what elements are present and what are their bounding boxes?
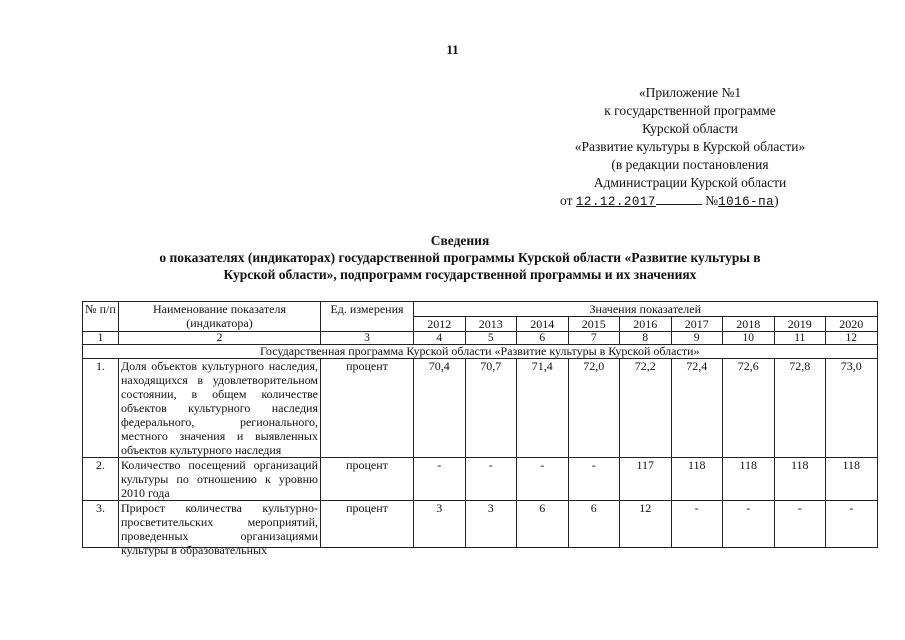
row-name-text: Прирост количества культурно-просветительских мероприятий, проведенных организациями культуры в образовательных	[121, 501, 318, 557]
column-number: 12	[826, 332, 878, 345]
row-value: 72,4	[671, 359, 723, 458]
year-header: 2015	[568, 317, 620, 332]
column-number: 10	[723, 332, 775, 345]
table-row	[83, 359, 878, 458]
number-prefix: №	[705, 193, 719, 208]
header-num: № п/п	[83, 302, 119, 332]
row-value: 118	[723, 458, 775, 501]
title-line: о показателях (индикаторах) государственной программы Курской области «Развитие культуры в	[159, 250, 761, 265]
column-number: 8	[620, 332, 672, 345]
appendix-line: (в редакции постановления	[611, 157, 769, 172]
appendix-date-line	[540, 192, 840, 211]
column-number: 3	[321, 332, 414, 345]
year-header: 2018	[723, 317, 775, 332]
column-number: 1	[83, 332, 119, 345]
row-value: -	[826, 501, 878, 548]
column-number: 2	[119, 332, 321, 345]
row-value: 3	[414, 501, 466, 548]
appendix-line: Администрации Курской области	[593, 175, 787, 190]
row-value: -	[723, 501, 775, 548]
column-number: 9	[671, 332, 723, 345]
row-unit: процент	[321, 458, 414, 501]
row-value: -	[568, 458, 620, 501]
year-header: 2020	[826, 317, 878, 332]
title-line: Сведения	[430, 233, 490, 248]
resolution-number: 1016-па	[718, 195, 775, 209]
appendix-line: «Развитие культуры в Курской области»	[574, 139, 806, 154]
row-value: 70,7	[465, 359, 517, 458]
header-unit: Ед. измерения	[321, 302, 414, 332]
row-value: 117	[620, 458, 672, 501]
resolution-date: 12.12.2017	[575, 195, 656, 209]
row-value: 72,8	[774, 359, 826, 458]
column-number: 7	[568, 332, 620, 345]
date-prefix: от	[560, 193, 573, 208]
document-title	[80, 232, 840, 283]
row-value: -	[774, 501, 826, 548]
row-value: 3	[465, 501, 517, 548]
row-value: 6	[517, 501, 569, 548]
appendix-line: «Приложение №1	[638, 85, 742, 100]
row-value: 118	[671, 458, 723, 501]
closing-paren: )	[774, 193, 779, 208]
row-value: 12	[620, 501, 672, 548]
year-header: 2016	[620, 317, 672, 332]
page-number: 11	[446, 42, 459, 57]
title-line: Курской области», подпрограмм государственной программы и их значениях	[223, 267, 697, 282]
section-title: Государственная программа Курской области «Развитие культуры в Курской области»	[83, 345, 878, 359]
row-value: -	[517, 458, 569, 501]
row-value: 72,2	[620, 359, 672, 458]
underline-blank	[656, 193, 702, 205]
row-name	[119, 501, 321, 557]
row-value: -	[414, 458, 466, 501]
row-value: 70,4	[414, 359, 466, 458]
year-header: 2017	[671, 317, 723, 332]
row-value: 71,4	[517, 359, 569, 458]
header-values: Значения показателей	[414, 302, 878, 317]
year-header: 2013	[465, 317, 517, 332]
row-unit: процент	[321, 501, 414, 548]
appendix-line: к государственной программе	[604, 103, 776, 118]
column-number: 4	[414, 332, 466, 345]
year-header: 2014	[517, 317, 569, 332]
column-number: 5	[465, 332, 517, 345]
row-value: -	[671, 501, 723, 548]
year-header: 2019	[774, 317, 826, 332]
header-name: Наименование показателя (индикатора)	[119, 302, 321, 332]
column-numbers-row	[83, 332, 878, 345]
column-number: 6	[517, 332, 569, 345]
row-value: -	[465, 458, 517, 501]
row-value: 118	[826, 458, 878, 501]
header-row	[83, 302, 878, 317]
row-num: 3.	[83, 501, 119, 548]
row-value: 118	[774, 458, 826, 501]
row-unit: процент	[321, 359, 414, 458]
row-name: Количество посещений организаций культуры по отношению к уровню 2010 года	[119, 458, 321, 501]
row-num: 1.	[83, 359, 119, 458]
appendix-line: Курской области	[642, 121, 738, 136]
table-row	[83, 501, 878, 548]
row-value: 6	[568, 501, 620, 548]
row-value: 73,0	[826, 359, 878, 458]
row-value: 72,0	[568, 359, 620, 458]
indicators-table	[82, 301, 878, 557]
year-header: 2012	[414, 317, 466, 332]
section-row	[83, 345, 878, 359]
row-name: Доля объектов культурного наследия, находящихся в удовлетворительном состоянии, в общем количестве объектов культурного наследия федерального, регионального, местного значения и выявленных объектов культурного наследия	[119, 359, 321, 458]
appendix-block	[540, 84, 840, 211]
column-number: 11	[774, 332, 826, 345]
row-num: 2.	[83, 458, 119, 501]
row-value: 72,6	[723, 359, 775, 458]
table-row	[83, 458, 878, 501]
